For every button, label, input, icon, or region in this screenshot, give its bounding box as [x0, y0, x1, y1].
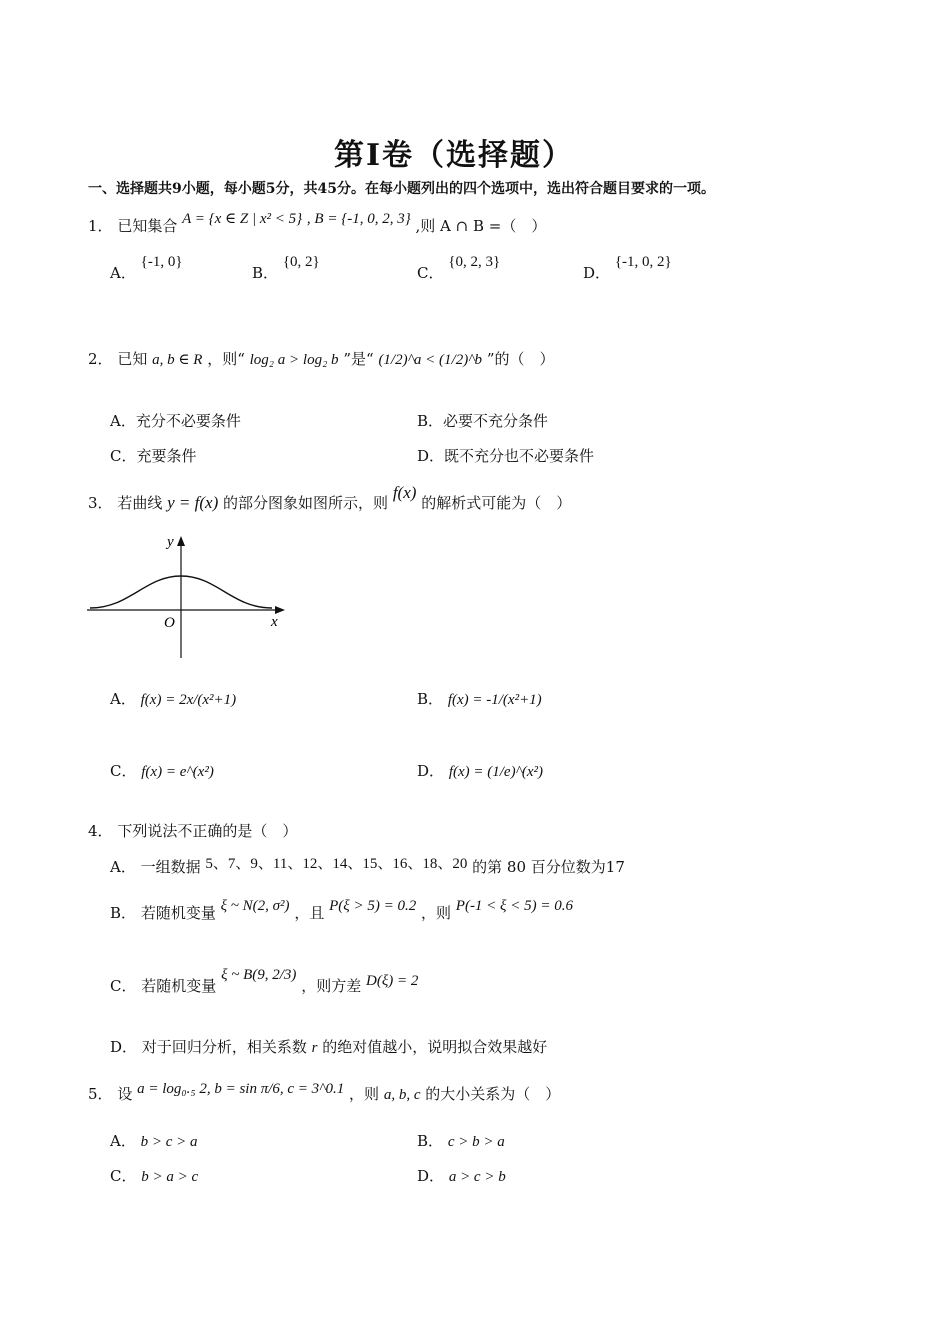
q2-mid2: ”是“: [343, 350, 374, 368]
q5-option-a[interactable]: [110, 1130, 198, 1151]
section-heading: 一、选择题共9小题，每小题5分，共45分。在每小题列出的四个选项中，选出符合题目要求的一项。: [88, 181, 715, 197]
q5-vars: a, b, c: [383, 1087, 421, 1103]
option-label: C．: [110, 762, 137, 780]
q2-cond1: log₂ a > log₂ b: [249, 352, 339, 368]
option-label: D．: [110, 1038, 138, 1056]
q2-option-b[interactable]: [417, 410, 548, 431]
option-label: B．: [417, 690, 444, 708]
q1-option-d[interactable]: [583, 254, 672, 283]
y-axis-arrow-icon: [177, 536, 185, 546]
q5-option-c[interactable]: [110, 1165, 198, 1186]
q5-stem: 设: [117, 1085, 133, 1103]
option-value: {-1, 0, 2}: [614, 254, 672, 270]
q3-graph: [85, 530, 295, 665]
option-value: {0, 2}: [282, 254, 320, 270]
option-label: D．: [417, 447, 445, 465]
q5-option-d[interactable]: [417, 1165, 506, 1186]
option-label: D．: [417, 762, 445, 780]
q1-option-a[interactable]: [110, 254, 183, 283]
q2-mid: ，则“: [207, 350, 245, 368]
q3-number: 3．: [88, 494, 113, 512]
q3-option-d[interactable]: [417, 760, 543, 781]
option-text: ，且: [294, 904, 325, 922]
origin-label: O: [164, 615, 175, 631]
q1-option-b[interactable]: [252, 254, 320, 283]
option-text: 若随机变量: [141, 977, 217, 995]
question-4: [88, 820, 297, 841]
option-data: 5、7、9、11、12、14、15、16、18、20: [205, 856, 468, 872]
option-text: ，则方差: [301, 977, 362, 995]
option-label: A．: [110, 858, 136, 876]
q4-stem: 下列说法不正确的是（ ）: [117, 822, 298, 840]
option-value: 必要不充分条件: [443, 412, 549, 430]
q3-stem: 若曲线: [117, 494, 163, 512]
option-value: b > c > a: [140, 1134, 198, 1150]
option-label: C．: [110, 1167, 137, 1185]
q1-number: 1．: [88, 217, 113, 235]
question-1: [88, 211, 547, 236]
q1-tail: ,则 A ∩ B =（ ）: [415, 217, 547, 235]
option-value: 既不充分也不必要条件: [444, 447, 595, 465]
option-label: B．: [252, 264, 279, 282]
q5-option-b[interactable]: [417, 1130, 505, 1151]
x-axis-arrow-icon: [275, 606, 285, 614]
q5-expr: a = log₀.₅ 2, b = sin π/6, c = 3^0.1: [137, 1081, 345, 1097]
q2-vars: a, b ∈ R: [152, 352, 203, 368]
q2-cond2: (1/2)^a < (1/2)^b: [378, 352, 483, 368]
option-value: f(x) = e^(x²): [141, 764, 214, 780]
option-label: A．: [110, 690, 136, 708]
option-text: 的第 80 百分位数为17: [472, 858, 625, 876]
option-label: B．: [417, 412, 444, 430]
q2-tail: ”的（ ）: [486, 350, 555, 368]
option-value: c > b > a: [447, 1134, 505, 1150]
question-2: [88, 348, 554, 369]
option-label: B．: [417, 1132, 444, 1150]
option-text: 若随机变量: [140, 904, 216, 922]
option-label: A．: [110, 1132, 136, 1150]
q1-set-a: A = {x ∈ Z | x² < 5}: [182, 211, 303, 227]
option-math: ξ ~ N(2, σ²): [220, 898, 290, 914]
option-text: 的绝对值越小，说明拟合效果越好: [322, 1038, 548, 1056]
option-value: 充要条件: [136, 447, 197, 465]
option-label: C．: [110, 447, 137, 465]
q4-option-a[interactable]: [110, 856, 625, 877]
option-text: ，则: [420, 904, 451, 922]
option-label: D．: [583, 264, 611, 282]
option-label: B．: [110, 904, 137, 922]
q3-option-b[interactable]: [417, 688, 542, 709]
y-axis-label: y: [167, 534, 174, 550]
option-label: D．: [417, 1167, 445, 1185]
option-value: {-1, 0}: [140, 254, 183, 270]
q3-mid: 的部分图象如图所示，则: [223, 494, 389, 512]
q1-option-c[interactable]: [417, 254, 501, 283]
q2-number: 2．: [88, 350, 113, 368]
q1-stem: 已知集合: [117, 217, 178, 235]
option-math: P(-1 < ξ < 5) = 0.6: [455, 898, 573, 914]
option-value: f(x) = -1/(x²+1): [447, 692, 542, 708]
q3-fx: f(x): [392, 483, 417, 502]
option-value: f(x) = 2x/(x²+1): [140, 692, 237, 708]
q5-number: 5．: [88, 1085, 113, 1103]
q1-set-b: , B = {-1, 0, 2, 3}: [306, 211, 411, 227]
q3-option-c[interactable]: [110, 760, 214, 781]
option-text: 一组数据: [140, 858, 201, 876]
q3-curve: y = f(x): [167, 493, 219, 512]
option-value: a > c > b: [448, 1169, 506, 1185]
option-label: A．: [110, 264, 136, 282]
option-math: ξ ~ B(9, 2/3): [221, 967, 297, 983]
option-value: f(x) = (1/e)^(x²): [448, 764, 544, 780]
option-math: D(ξ) = 2: [366, 973, 419, 989]
q5-mid: ，则: [349, 1085, 380, 1103]
q4-option-c[interactable]: [110, 967, 419, 996]
x-axis-label: x: [271, 614, 278, 630]
q4-number: 4．: [88, 822, 113, 840]
q4-option-d[interactable]: [110, 1036, 547, 1057]
option-value: 充分不必要条件: [135, 412, 241, 430]
option-label: A．: [110, 412, 136, 430]
option-text: 对于回归分析，相关系数: [141, 1038, 307, 1056]
option-label: C．: [417, 264, 444, 282]
q4-option-b[interactable]: [110, 898, 573, 923]
option-label: C．: [110, 977, 137, 995]
page-title: 第Ⅰ卷（选择题）: [334, 138, 575, 173]
option-value: {0, 2, 3}: [448, 254, 501, 270]
question-3: [88, 483, 572, 513]
q2-stem: 已知: [117, 350, 148, 368]
q2-option-d[interactable]: [417, 445, 594, 466]
option-value: b > a > c: [141, 1169, 199, 1185]
q2-option-c[interactable]: [110, 445, 197, 466]
option-math: r: [311, 1040, 318, 1056]
q5-tail: 的大小关系为（ ）: [425, 1085, 561, 1103]
q3-tail: 的解析式可能为（ ）: [421, 494, 572, 512]
question-5: [88, 1083, 560, 1104]
q3-option-a[interactable]: [110, 688, 236, 709]
option-math: P(ξ > 5) = 0.2: [329, 898, 417, 914]
q2-option-a[interactable]: [110, 410, 241, 431]
